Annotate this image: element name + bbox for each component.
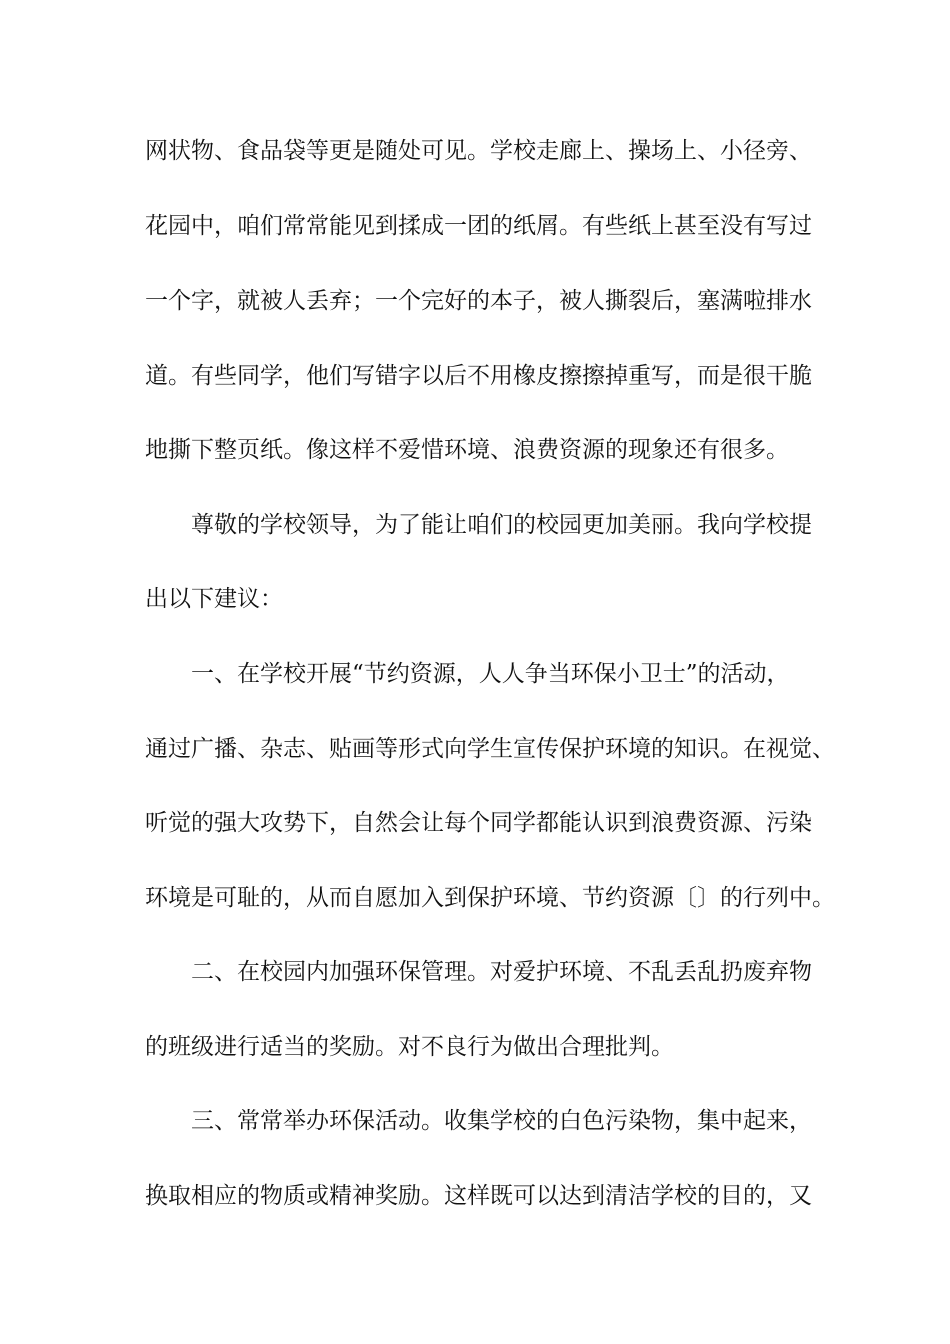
text-line-13: 的班级进行适当的奖励。对不良行为做出合理批判。 bbox=[145, 1034, 674, 1060]
text-line-14: 三、常常举办环保活动。收集学校的白色污染物，集中起来， bbox=[191, 1108, 812, 1134]
text-line-1: 网状物、食品袋等更是随处可见。学校走廊上、操场上、小径旁、 bbox=[145, 138, 812, 164]
text-line-11: 环境是可耻的，从而自愿加入到保护环境、节约资源〔〕的行列中。 bbox=[145, 885, 835, 911]
text-line-15: 换取相应的物质或精神奖励。这样既可以达到清洁学校的目的，又 bbox=[145, 1183, 812, 1209]
text-line-2: 花园中，咱们常常能见到揉成一团的纸屑。有些纸上甚至没有写过 bbox=[145, 213, 812, 239]
text-line-7: 出以下建议： bbox=[145, 586, 283, 612]
text-line-9: 通过广播、杂志、贴画等形式向学生宣传保护环境的知识。在视觉、 bbox=[145, 736, 835, 762]
text-line-5: 地撕下整页纸。像这样不爱惜环境、浪费资源的现象还有很多。 bbox=[145, 437, 789, 463]
text-line-4: 道。有些同学，他们写错字以后不用橡皮擦擦掉重写，而是很干脆 bbox=[145, 363, 812, 389]
text-line-10: 听觉的强大攻势下，自然会让每个同学都能认识到浪费资源、污染 bbox=[145, 810, 812, 836]
text-line-6: 尊敬的学校领导，为了能让咱们的校园更加美丽。我向学校提 bbox=[191, 512, 812, 538]
text-line-8: 一、在学校开展“节约资源，人人争当环保小卫士”的活动， bbox=[191, 661, 790, 687]
text-line-3: 一个字，就被人丢弃；一个完好的本子，被人撕裂后，塞满啦排水 bbox=[145, 288, 812, 314]
text-line-12: 二、在校园内加强环保管理。对爱护环境、不乱丢乱扔废弃物 bbox=[191, 959, 812, 985]
